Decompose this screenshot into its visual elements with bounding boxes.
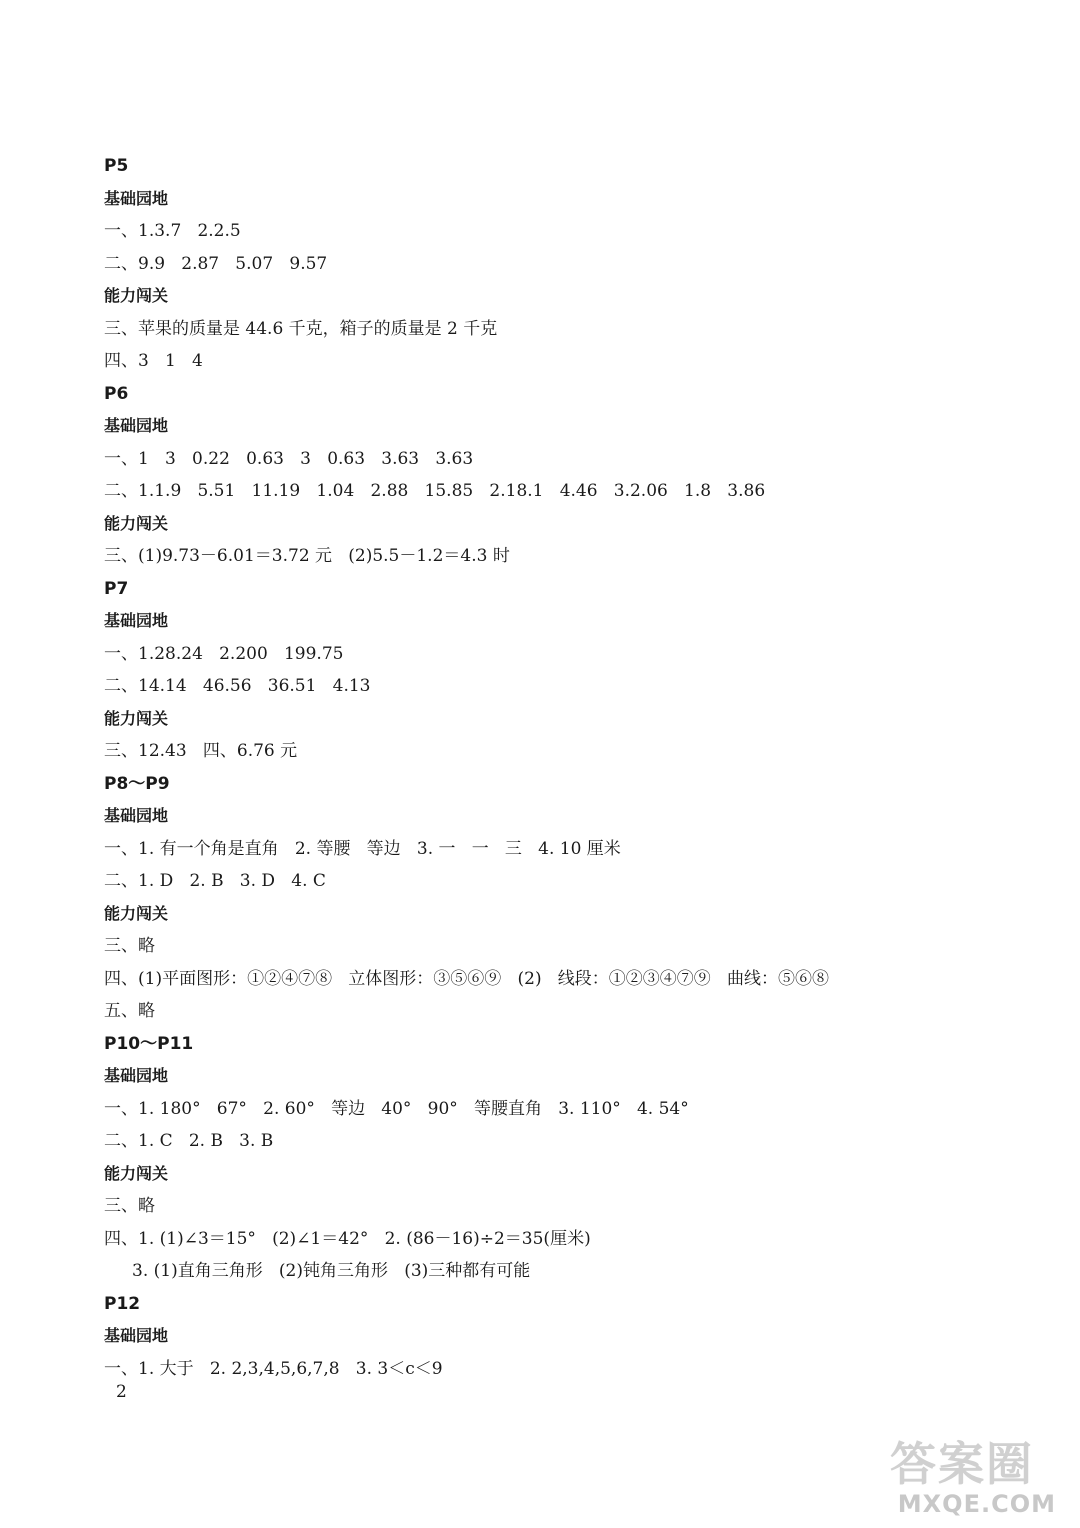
subsection-title: 能力闯关 [104, 1163, 169, 1183]
watermark-logo [890, 1420, 1060, 1520]
subsection-title: 能力闯关 [104, 708, 169, 728]
answer-content [104, 150, 1004, 1385]
answer-line: 二、1. D 2. B 3. D 4. C [104, 871, 326, 891]
answer-line: 一、1.3.7 2.2.5 [104, 221, 241, 241]
answer-line: 五、略 [104, 1001, 155, 1021]
watermark-text: 答案圈 [890, 1437, 1034, 1491]
answer-line: 三、苹果的质量是 44.6 千克，箱子的质量是 2 千克 [104, 318, 498, 339]
page-number: 2 [116, 1382, 127, 1402]
subsection-title: 能力闯关 [104, 903, 169, 923]
answer-line: 3. (1)直角三角形 (2)钝角三角形 (3)三种都有可能 [132, 1261, 531, 1281]
section-heading: P6 [104, 383, 129, 404]
section-heading: P8～P9 [104, 773, 170, 794]
section-heading: P10～P11 [104, 1033, 194, 1054]
answer-line: 四、1. (1)∠3＝15° (2)∠1＝42° 2. (86－16)÷2＝35(厘米) [104, 1228, 591, 1249]
answer-line: 一、1. 有一个角是直角 2. 等腰 等边 3. 一 一 三 4. 10 厘米 [104, 838, 621, 859]
answer-line: 三、略 [104, 936, 155, 956]
section-heading: P12 [104, 1293, 141, 1314]
answer-line: 二、9.9 2.87 5.07 9.57 [104, 253, 328, 274]
answer-line: 一、1.28.24 2.200 199.75 [104, 643, 344, 664]
answer-line: 三、12.43 四、6.76 元 [104, 741, 298, 761]
section-heading: P5 [104, 156, 129, 176]
answer-line: 四、3 1 4 [104, 351, 203, 371]
subsection-title: 基础园地 [104, 416, 169, 435]
subsection-title: 基础园地 [104, 1066, 169, 1085]
answer-line: 三、(1)9.73－6.01＝3.72 元 (2)5.5－1.2＝4.3 时 [104, 546, 510, 566]
subsection-title: 基础园地 [104, 611, 169, 630]
subsection-title: 能力闯关 [104, 513, 169, 533]
answer-line: 四、(1)平面图形：①②④⑦⑧ 立体图形：③⑤⑥⑨ (2) 线段：①②③④⑦⑨ 曲线：⑤⑥⑧ [104, 968, 830, 989]
subsection-title: 基础园地 [104, 806, 169, 825]
answer-line: 一、1. 大于 2. 2,3,4,5,6,7,8 3. 3＜c＜9 [104, 1358, 443, 1379]
answer-line: 二、14.14 46.56 36.51 4.13 [104, 676, 371, 696]
subsection-title: 能力闯关 [104, 286, 169, 305]
answer-line: 二、1. C 2. B 3. B [104, 1131, 274, 1151]
answer-line: 二、1.1.9 5.51 11.19 1.04 2.88 15.85 2.18.1 4.46 3.2.06 1.8 3.86 [104, 481, 766, 501]
section-heading: P7 [104, 578, 129, 599]
answer-line: 三、略 [104, 1196, 155, 1216]
subsection-title: 基础园地 [104, 1326, 169, 1345]
watermark-domain: MXQE.COM [897, 1490, 1056, 1518]
answer-line: 一、1 3 0.22 0.63 3 0.63 3.63 3.63 [104, 448, 474, 469]
answer-line: 一、1. 180° 67° 2. 60° 等边 40° 90° 等腰直角 3. 110° 4. 54° [104, 1098, 689, 1119]
subsection-title: 基础园地 [104, 188, 169, 208]
